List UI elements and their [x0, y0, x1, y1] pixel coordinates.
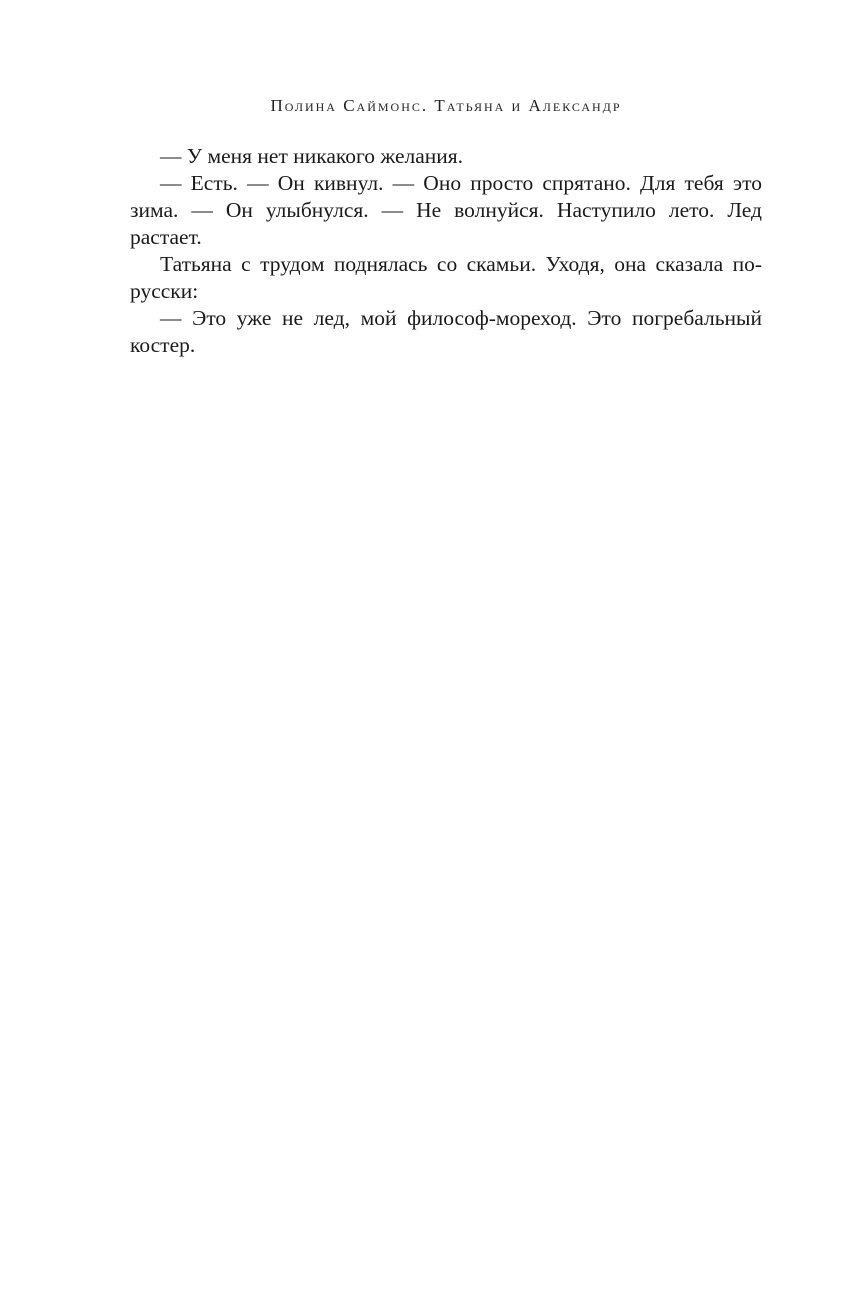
paragraph: — У меня нет никакого желания. [160, 144, 464, 168]
paragraph: — Это уже не лед, мой философ-мореход. Это погребальный костер. [130, 306, 762, 357]
paragraph: Татьяна с трудом поднялась со скамьи. Уходя, она сказала по-русски: [130, 252, 762, 303]
body-text [130, 143, 762, 359]
paragraph: — Есть. — Он кивнул. — Оно просто спрятано. Для тебя это зима. — Он улыбнулся. — Не волнуйся. Наступило лето. Лед растает. [130, 171, 762, 249]
running-header: Полина Саймонс. Татьяна и Александр [270, 96, 622, 115]
